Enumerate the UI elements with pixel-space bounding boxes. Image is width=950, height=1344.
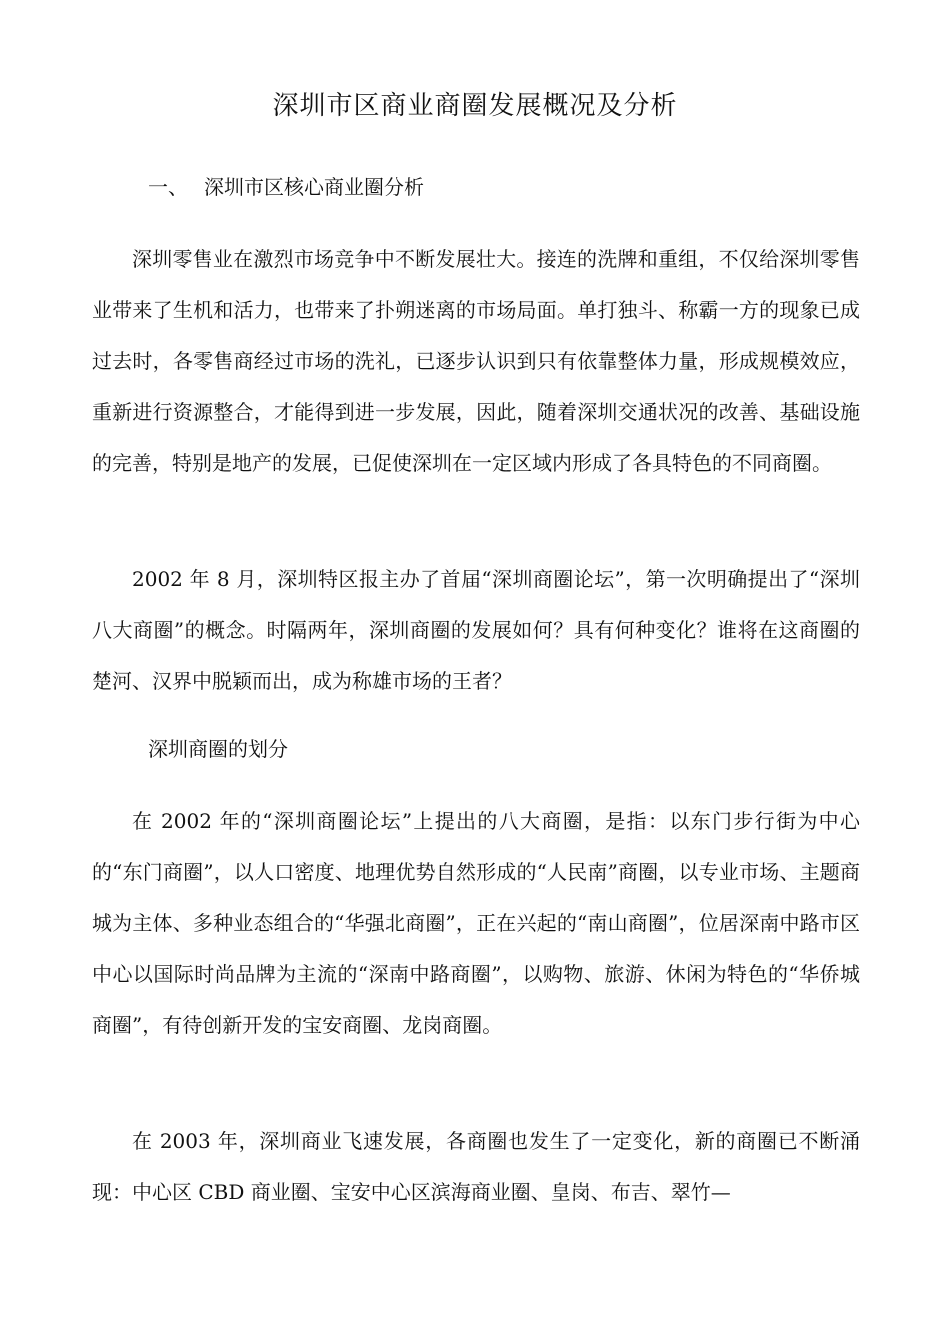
document-title: 深圳市区商业商圈发展概况及分析 bbox=[272, 91, 678, 121]
subheading: 深圳商圈的划分 bbox=[148, 737, 288, 761]
paragraph: 深圳零售业在激烈市场竞争中不断发展壮大。接连的洗牌和重组，不仅给深圳零售业带来了生机和活力，也带来了扑朔迷离的市场局面。单打独斗、称霸一方的现象已成过去时，各零售商经过市场的洗礼，已逐步认识到只有依靠整体力量，形成规模效应，重新进行资源整合，才能得到进一步发展，因此，随着深圳交通状况的改善、基础设施的完善，特别是地产的发展，已促使深圳在一定区域内形成了各具特色的不同商圈。 bbox=[92, 247, 860, 475]
section-title: 深圳市区核心商业圈分析 bbox=[204, 175, 424, 199]
paragraph: 在 2003 年，深圳商业飞速发展，各商圈也发生了一定变化，新的商圈已不断涌现：中心区 CBD 商业圈、宝安中心区滨海商业圈、皇岗、布吉、翠竹— bbox=[92, 1129, 860, 1204]
section-heading bbox=[148, 169, 424, 205]
section-number: 一、 bbox=[148, 175, 188, 199]
paragraph: 2002 年 8 月，深圳特区报主办了首届“深圳商圈论坛”，第一次明确提出了“深圳八大商圈”的概念。时隔两年，深圳商圈的发展如何？具有何种变化？谁将在这商圈的楚河、汉界中脱颖而出，成为称雄市场的王者？ bbox=[92, 567, 860, 693]
paragraph: 在 2002 年的“深圳商圈论坛”上提出的八大商圈，是指：以东门步行街为中心的“东门商圈”，以人口密度、地理优势自然形成的“人民南”商圈，以专业市场、主题商城为主体、多种业态组合的“华强北商圈”，正在兴起的“南山商圈”，位居深南中路市区中心以国际时尚品牌为主流的“深南中路商圈”，以购物、旅游、休闲为特色的“华侨城商圈”，有待创新开发的宝安商圈、龙岗商圈。 bbox=[92, 809, 860, 1037]
